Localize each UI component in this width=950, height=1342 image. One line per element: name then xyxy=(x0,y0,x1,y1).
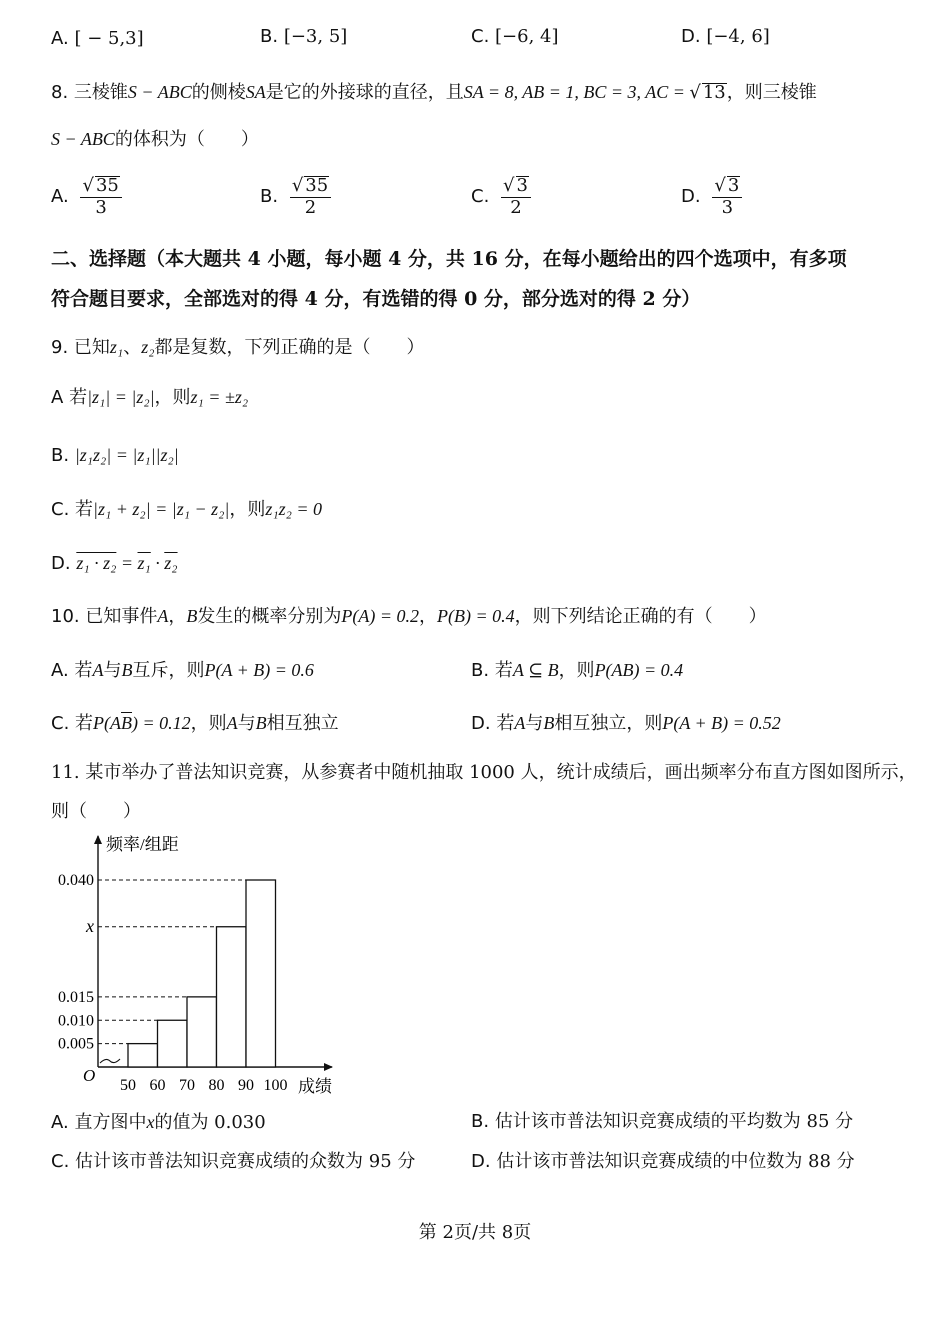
fraction: $\frac{√ 3}{2}$ xyxy=(501,176,531,218)
y-tick-label: 0.010 xyxy=(58,1012,94,1030)
y-tick-label: 0.005 xyxy=(58,1035,94,1053)
q11-option-b: B. 估计该市普法知识竞赛成绩的平均数为 85 分 xyxy=(471,1111,854,1132)
q7-option-a-value: [ − 5,3] xyxy=(74,28,144,49)
q7-option-c: C. [−6, 4] xyxy=(471,26,559,47)
x-tick-label: 90 xyxy=(238,1077,254,1094)
page-number: 第 2页/共 8页 xyxy=(418,1222,532,1243)
q8-option-c: C. $\frac{√ 3}{2}$ xyxy=(471,176,531,218)
q7-option-c-value: [−6, 4] xyxy=(495,26,559,47)
q9-option-d: D. z₁ · z₂ = z₁ · z₂ xyxy=(51,553,178,574)
q7-option-d: D. [−4, 6] xyxy=(681,26,770,47)
q7-option-b: B. [−3, 5] xyxy=(260,26,348,47)
q9-option-a: A 若|z₁| = |z₂|，则z₁ = ±z₂ xyxy=(51,387,249,408)
fraction: $\frac{√ 35}{3}$ xyxy=(80,176,121,218)
axis-break-mark xyxy=(100,1059,120,1063)
q9-option-c: C. 若|z₁ + z₂| = |z₁ − z₂|，则z₁z₂ = 0 xyxy=(51,499,322,520)
frequency-histogram xyxy=(40,826,350,1101)
histogram-bar xyxy=(158,1020,188,1067)
q8-stem-line2: S − ABC的体积为（ ） xyxy=(51,129,259,150)
q11-stem-line2: 则（ ） xyxy=(51,801,141,822)
x-tick-label: 80 xyxy=(208,1077,225,1094)
q11-option-a: A. 直方图中x的值为 0.030 xyxy=(51,1112,266,1133)
histogram-bar xyxy=(217,927,247,1067)
histogram-bar xyxy=(246,880,276,1067)
q10-stem: 10. 已知事件A，B发生的概率分别为P(A) = 0.2，P(B) = 0.4，则下列结论正确的有（ ） xyxy=(51,606,767,627)
origin-label: O xyxy=(83,1066,96,1085)
q8-option-d: D. $\frac{√ 3}{3}$ xyxy=(681,176,742,218)
q10-option-b: B. 若A ⊆ B，则P(AB) = 0.4 xyxy=(471,660,684,681)
q10-option-a: A. 若A与B互斥，则P(A + B) = 0.6 xyxy=(51,660,314,681)
q7-option-b-value: [−3, 5] xyxy=(283,26,348,47)
q11-stem-line1: 11. 某市举办了普法知识竞赛，从参赛者中随机抽取 1000 人，统计成绩后，画出频率分布直方图如图所示， xyxy=(51,762,917,783)
q7-option-d-value: [−4, 6] xyxy=(706,26,770,47)
section2-heading-line1: 二、选择题（本大题共 4 小题，每小题 4 分，共 16 分，在每小题给出的四个选项中，有多项 xyxy=(51,248,847,270)
section2-heading-line2: 符合题目要求，全部选对的得 4 分，有选错的得 0 分，部分选对的得 2 分） xyxy=(51,288,701,310)
histogram-bar xyxy=(187,997,217,1067)
q11-option-d: D. 估计该市普法知识竞赛成绩的中位数为 88 分 xyxy=(471,1151,855,1172)
y-tick-label: 0.040 xyxy=(58,872,94,889)
x-tick-label: 50 xyxy=(120,1077,136,1094)
q11-option-c: C. 估计该市普法知识竞赛成绩的众数为 95 分 xyxy=(51,1151,416,1172)
y-axis-label: 频率/组距 xyxy=(106,835,179,854)
q8-stem: 8. 三棱锥S − ABC的侧棱SA是它的外接球的直径，且SA = 8, AB = 1, BC = 3, AC = √ 13，则三棱锥 xyxy=(51,82,817,103)
fraction: $\frac{√ 3}{3}$ xyxy=(712,176,742,218)
q10-option-d: D. 若A与B相互独立，则P(A + B) = 0.52 xyxy=(471,713,781,734)
q8-option-a: A. $\frac{√ 35}{3}$ xyxy=(51,176,122,218)
q10-option-c: C. 若$P(A\overline{B}) = 0.12$，则A与B相互独立 xyxy=(51,713,339,734)
q7-option-a: A. [ − 5,3] xyxy=(51,28,144,49)
x-tick-label: 100 xyxy=(263,1077,288,1094)
x-tick-label: 70 xyxy=(179,1077,195,1094)
x-axis-label: 成绩 xyxy=(298,1077,332,1096)
q9-stem: 9. 已知z₁、z₂都是复数，下列正确的是（ ） xyxy=(51,337,425,358)
y-tick-label: x xyxy=(86,915,94,936)
y-tick-label: 0.015 xyxy=(58,988,94,1006)
fraction: $\frac{√ 35}{2}$ xyxy=(290,176,331,218)
q8-option-b: B. $\frac{√ 35}{2}$ xyxy=(260,176,331,218)
q9-option-b: B. |z₁z₂| = |z₁||z₂| xyxy=(51,445,179,466)
x-tick-label: 60 xyxy=(149,1077,166,1094)
histogram-bar xyxy=(128,1044,158,1067)
